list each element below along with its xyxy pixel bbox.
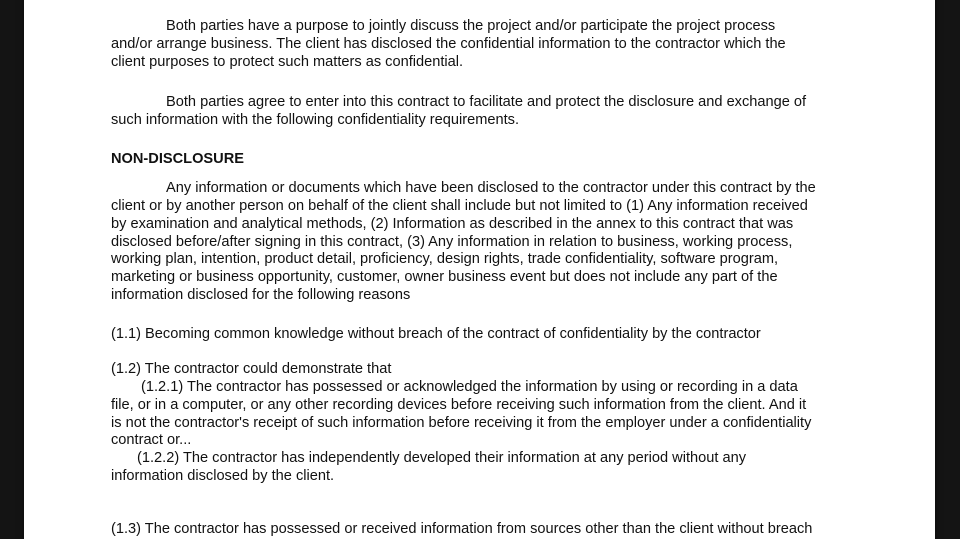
nondisclosure-line-3: by examination and analytical methods, (2) Information as described in the annex to this contract that was <box>111 216 794 232</box>
clause-1-2-1-line-4: contract or... <box>111 432 192 448</box>
intro-paragraph-1-line-3: client purposes to protect such matters as confidential. <box>111 54 464 70</box>
clause-1-2-2-line-2: information disclosed by the client. <box>111 468 335 484</box>
clause-1-2-1-line-1: (1.2.1) The contractor has possessed or acknowledged the information by using or recording in a data <box>141 379 798 395</box>
intro-paragraph-1-line-2: and/or arrange business. The client has disclosed the confidential information to the contractor which the <box>111 36 786 52</box>
clause-1-2-2-line-1: (1.2.2) The contractor has independently developed their information at any period without any <box>137 450 746 466</box>
intro-paragraph-1-line-1: Both parties have a purpose to jointly discuss the project and/or participate the project process <box>166 18 776 34</box>
document-page <box>24 0 935 539</box>
nondisclosure-line-6: marketing or business opportunity, customer, owner business event but does not include any part of the <box>111 269 778 285</box>
clause-1-1: (1.1) Becoming common knowledge without breach of the contract of confidentiality by the contractor <box>111 326 761 342</box>
intro-paragraph-2-line-1: Both parties agree to enter into this contract to facilitate and protect the disclosure and exchange of <box>166 94 807 110</box>
nondisclosure-line-7: information disclosed for the following reasons <box>111 287 411 303</box>
nondisclosure-line-5: working plan, intention, product detail, proficiency, design rights, trade confidentiality, software program, <box>111 251 779 267</box>
nondisclosure-line-4: disclosed before/after signing in this contract, (3) Any information in relation to business, working process, <box>111 234 793 250</box>
clause-1-2-line-1: (1.2) The contractor could demonstrate that <box>111 361 392 377</box>
section-heading: NON-DISCLOSURE <box>111 151 244 167</box>
clause-1-2-1-line-3: is not the contractor's receipt of such information before receiving it from the employer under a confidentiality <box>111 415 812 431</box>
nondisclosure-line-2: client or by another person on behalf of the client shall include but not limited to (1) Any information received <box>111 198 808 214</box>
clause-1-2-1-line-2: file, or in a computer, or any other recording devices before receiving such information from the client. And it <box>111 397 807 413</box>
nondisclosure-line-1: Any information or documents which have been disclosed to the contractor under this contract by the <box>166 180 816 196</box>
clause-1-3: (1.3) The contractor has possessed or received information from sources other than the client without breach <box>111 521 813 537</box>
intro-paragraph-2-line-2: such information with the following confidentiality requirements. <box>111 112 520 128</box>
